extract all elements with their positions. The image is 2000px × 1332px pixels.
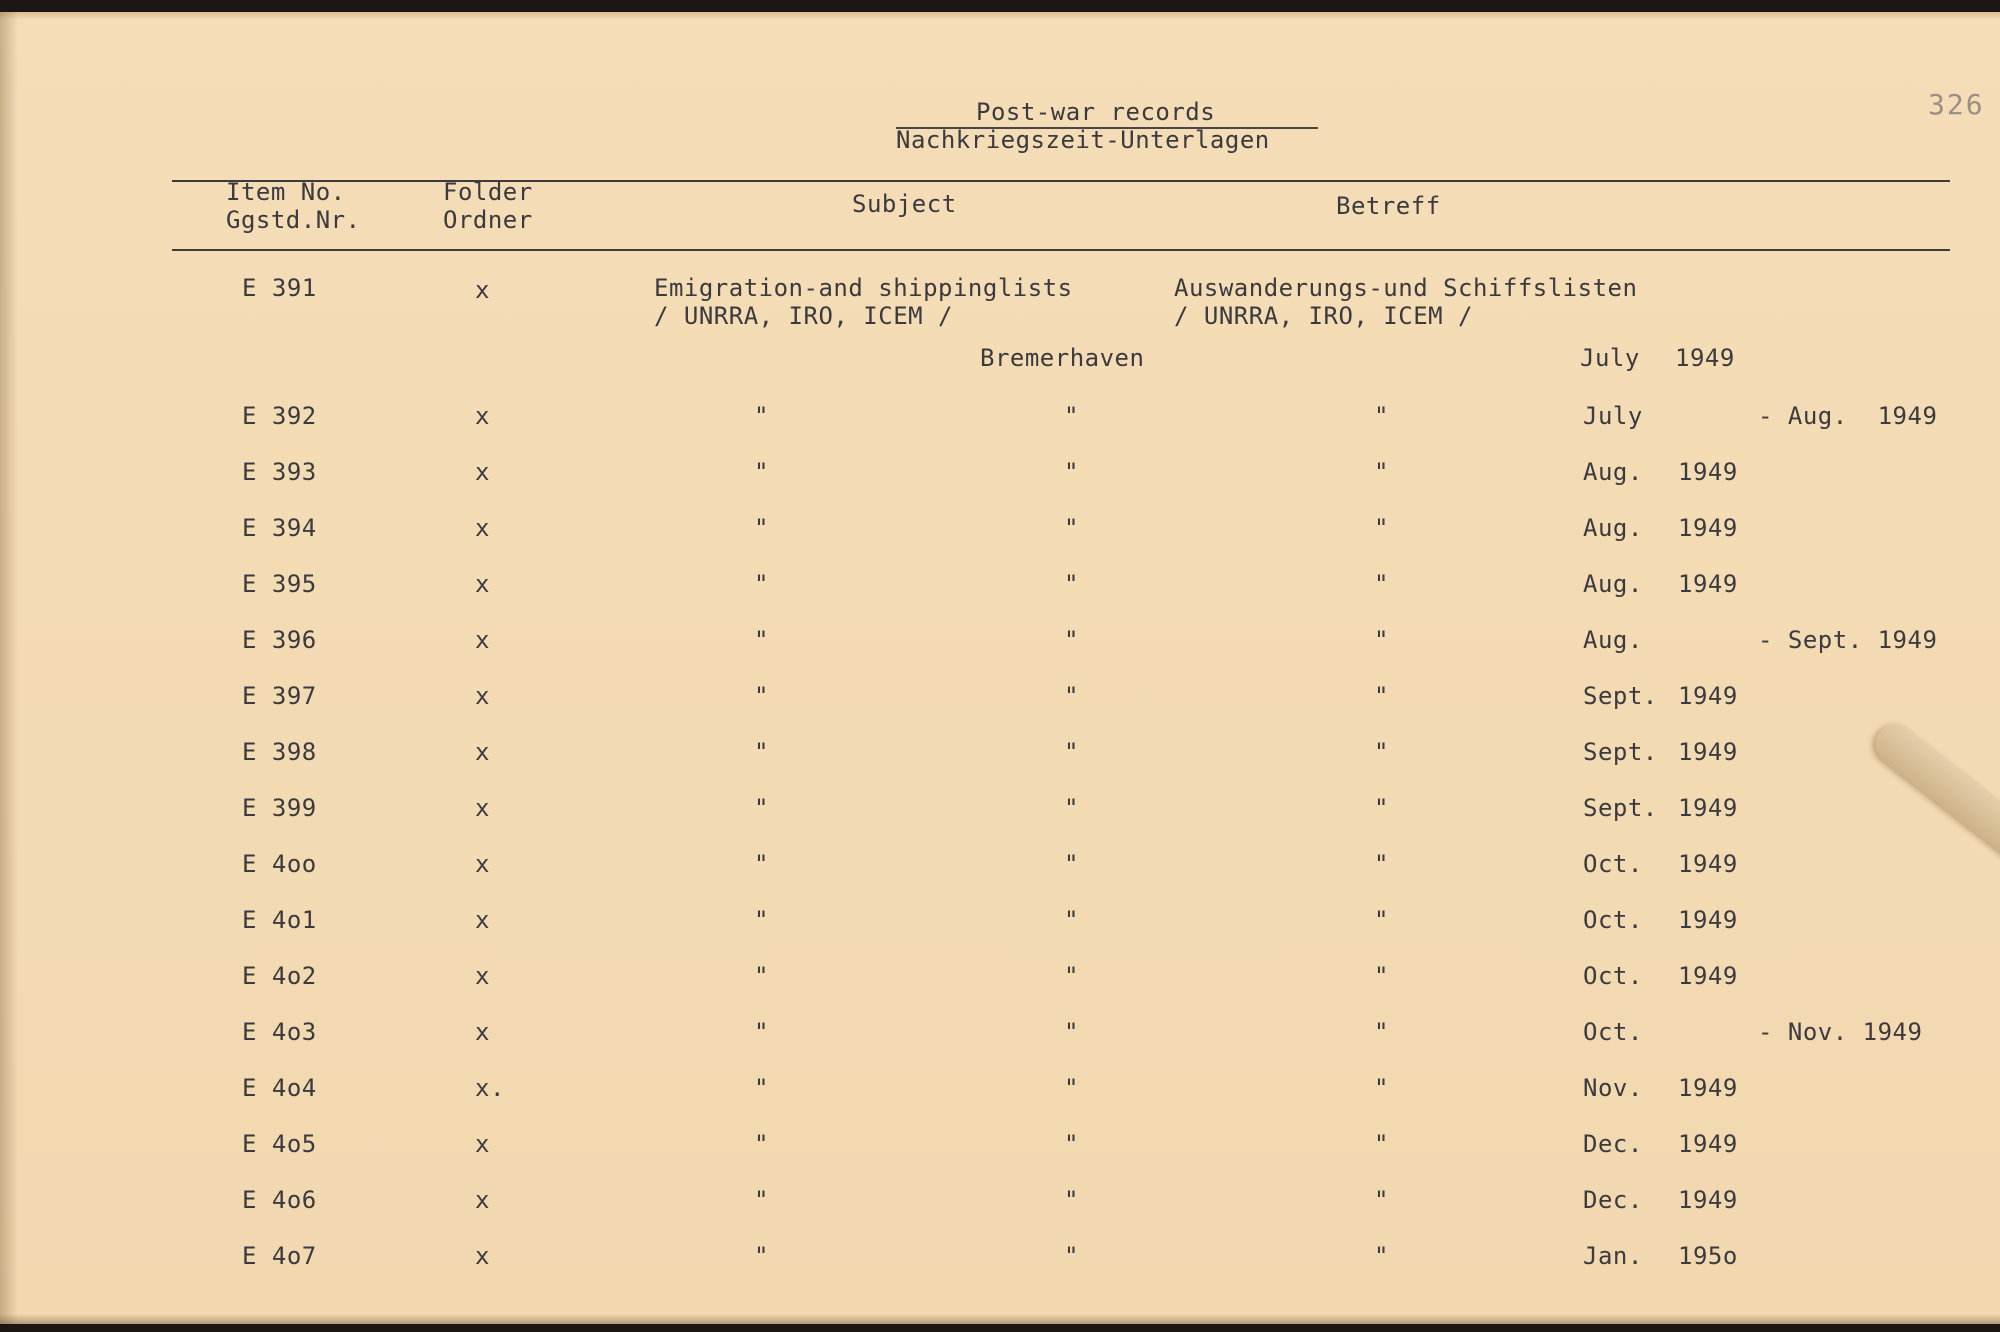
title-german: Nachkriegszeit-Unterlagen bbox=[896, 126, 1270, 154]
row-range: - Aug. 1949 bbox=[1758, 402, 1938, 430]
ditto-place: " bbox=[1064, 906, 1079, 934]
row-year: 1949 bbox=[1678, 1074, 1738, 1102]
row-month: Dec. bbox=[1583, 1130, 1643, 1158]
ditto-betreff: " bbox=[1374, 1186, 1389, 1214]
ditto-place: " bbox=[1064, 514, 1079, 542]
row-folder: x bbox=[475, 962, 490, 990]
row-year: 1949 bbox=[1678, 682, 1738, 710]
table-row bbox=[0, 402, 2000, 436]
table-row bbox=[0, 1186, 2000, 1220]
row-item: E 4o1 bbox=[242, 906, 317, 934]
row-month: Jan. bbox=[1583, 1242, 1643, 1270]
ditto-place: " bbox=[1064, 402, 1079, 430]
ditto-place: " bbox=[1064, 1242, 1079, 1270]
row-month: Aug. bbox=[1583, 514, 1643, 542]
row-year: 1949 bbox=[1678, 962, 1738, 990]
header-folder-en: Folder bbox=[443, 178, 533, 206]
table-row bbox=[0, 1018, 2000, 1052]
header-item-en: Item No. bbox=[226, 178, 346, 206]
ditto-place: " bbox=[1064, 1018, 1079, 1046]
table-row bbox=[0, 626, 2000, 660]
ditto-betreff: " bbox=[1374, 1130, 1389, 1158]
row-item: E 4o3 bbox=[242, 1018, 317, 1046]
ditto-place: " bbox=[1064, 682, 1079, 710]
ditto-subject: " bbox=[754, 850, 769, 878]
row-item: E 396 bbox=[242, 626, 317, 654]
row-month: Aug. bbox=[1583, 626, 1643, 654]
table-row bbox=[0, 1242, 2000, 1276]
row-year: 1949 bbox=[1678, 850, 1738, 878]
row-folder: x bbox=[475, 850, 490, 878]
row-month: Aug. bbox=[1583, 458, 1643, 486]
header-bottom-rule bbox=[172, 249, 1950, 251]
title-english: Post-war records bbox=[976, 98, 1216, 126]
table-row bbox=[0, 1074, 2000, 1108]
ditto-place: " bbox=[1064, 850, 1079, 878]
header-top-rule bbox=[172, 180, 1950, 182]
ditto-place: " bbox=[1064, 626, 1079, 654]
entry-month: July bbox=[1580, 344, 1640, 372]
row-folder: x bbox=[475, 682, 490, 710]
ditto-betreff: " bbox=[1374, 458, 1389, 486]
table-row bbox=[0, 850, 2000, 884]
row-folder: x bbox=[475, 1242, 490, 1270]
row-folder: x bbox=[475, 906, 490, 934]
ditto-place: " bbox=[1064, 738, 1079, 766]
ditto-betreff: " bbox=[1374, 570, 1389, 598]
row-item: E 4o6 bbox=[242, 1186, 317, 1214]
table-row bbox=[0, 906, 2000, 940]
ditto-betreff: " bbox=[1374, 850, 1389, 878]
table-row bbox=[0, 682, 2000, 716]
row-folder: x bbox=[475, 514, 490, 542]
row-year: 1949 bbox=[1678, 458, 1738, 486]
entry-folder: x bbox=[475, 276, 490, 304]
row-item: E 394 bbox=[242, 514, 317, 542]
row-month: Oct. bbox=[1583, 850, 1643, 878]
ditto-betreff: " bbox=[1374, 1018, 1389, 1046]
row-folder: x bbox=[475, 458, 490, 486]
table-row bbox=[0, 570, 2000, 604]
row-year: 1949 bbox=[1678, 570, 1738, 598]
entry-subject-line1: Emigration-and shippinglists bbox=[654, 274, 1073, 302]
ditto-subject: " bbox=[754, 458, 769, 486]
ditto-subject: " bbox=[754, 1130, 769, 1158]
header-item-de: Ggstd.Nr. bbox=[226, 206, 361, 234]
row-folder: x. bbox=[475, 1074, 505, 1102]
page-bottom-shadow bbox=[0, 1314, 2000, 1324]
entry-subject-line2: / UNRRA, IRO, ICEM / bbox=[654, 302, 953, 330]
ditto-betreff: " bbox=[1374, 1242, 1389, 1270]
row-item: E 4o5 bbox=[242, 1130, 317, 1158]
ditto-betreff: " bbox=[1374, 514, 1389, 542]
page-top-edge bbox=[0, 12, 2000, 20]
document-page bbox=[0, 12, 2000, 1324]
row-month: Nov. bbox=[1583, 1074, 1643, 1102]
header-betreff: Betreff bbox=[1336, 192, 1441, 220]
row-range: - Sept. 1949 bbox=[1758, 626, 1938, 654]
ditto-betreff: " bbox=[1374, 402, 1389, 430]
table-row bbox=[0, 458, 2000, 492]
ditto-subject: " bbox=[754, 514, 769, 542]
row-month: Sept. bbox=[1583, 794, 1658, 822]
row-year: 1949 bbox=[1678, 738, 1738, 766]
table-row bbox=[0, 794, 2000, 828]
page-left-shadow bbox=[0, 12, 18, 1324]
entry-place: Bremerhaven bbox=[980, 344, 1145, 372]
table-row bbox=[0, 962, 2000, 996]
row-month: Oct. bbox=[1583, 1018, 1643, 1046]
table-row bbox=[0, 514, 2000, 548]
row-year: 1949 bbox=[1678, 1130, 1738, 1158]
row-item: E 4o2 bbox=[242, 962, 317, 990]
row-year: 195o bbox=[1678, 1242, 1738, 1270]
row-item: E 393 bbox=[242, 458, 317, 486]
ditto-betreff: " bbox=[1374, 1074, 1389, 1102]
row-folder: x bbox=[475, 794, 490, 822]
ditto-betreff: " bbox=[1374, 794, 1389, 822]
entry-year: 1949 bbox=[1675, 344, 1735, 372]
ditto-place: " bbox=[1064, 458, 1079, 486]
row-month: Oct. bbox=[1583, 962, 1643, 990]
row-folder: x bbox=[475, 1018, 490, 1046]
table-row bbox=[0, 1130, 2000, 1164]
ditto-place: " bbox=[1064, 1074, 1079, 1102]
entry-betreff-line1: Auswanderungs-und Schiffslisten bbox=[1174, 274, 1638, 302]
row-item: E 397 bbox=[242, 682, 317, 710]
ditto-subject: " bbox=[754, 682, 769, 710]
row-year: 1949 bbox=[1678, 514, 1738, 542]
row-folder: x bbox=[475, 402, 490, 430]
row-month: July bbox=[1583, 402, 1643, 430]
ditto-subject: " bbox=[754, 962, 769, 990]
row-month: Oct. bbox=[1583, 906, 1643, 934]
row-item: E 395 bbox=[242, 570, 317, 598]
ditto-place: " bbox=[1064, 1130, 1079, 1158]
row-item: E 399 bbox=[242, 794, 317, 822]
row-month: Sept. bbox=[1583, 682, 1658, 710]
page-number: 326 bbox=[1928, 88, 1985, 121]
row-year: 1949 bbox=[1678, 794, 1738, 822]
header-folder-de: Ordner bbox=[443, 206, 533, 234]
ditto-place: " bbox=[1064, 794, 1079, 822]
row-month: Aug. bbox=[1583, 570, 1643, 598]
table-row bbox=[0, 738, 2000, 772]
ditto-betreff: " bbox=[1374, 906, 1389, 934]
row-month: Sept. bbox=[1583, 738, 1658, 766]
header-subject: Subject bbox=[852, 190, 957, 218]
ditto-subject: " bbox=[754, 906, 769, 934]
row-year: 1949 bbox=[1678, 1186, 1738, 1214]
row-folder: x bbox=[475, 626, 490, 654]
ditto-subject: " bbox=[754, 1242, 769, 1270]
ditto-betreff: " bbox=[1374, 626, 1389, 654]
ditto-subject: " bbox=[754, 1074, 769, 1102]
ditto-subject: " bbox=[754, 738, 769, 766]
entry-item: E 391 bbox=[242, 274, 317, 302]
row-item: E 392 bbox=[242, 402, 317, 430]
row-item: E 4o4 bbox=[242, 1074, 317, 1102]
row-month: Dec. bbox=[1583, 1186, 1643, 1214]
ditto-subject: " bbox=[754, 794, 769, 822]
row-folder: x bbox=[475, 738, 490, 766]
row-folder: x bbox=[475, 1130, 490, 1158]
ditto-betreff: " bbox=[1374, 962, 1389, 990]
row-folder: x bbox=[475, 570, 490, 598]
ditto-place: " bbox=[1064, 962, 1079, 990]
row-item: E 4oo bbox=[242, 850, 317, 878]
row-item: E 4o7 bbox=[242, 1242, 317, 1270]
entry-betreff-line2: / UNRRA, IRO, ICEM / bbox=[1174, 302, 1473, 330]
row-year: 1949 bbox=[1678, 906, 1738, 934]
ditto-place: " bbox=[1064, 570, 1079, 598]
row-range: - Nov. 1949 bbox=[1758, 1018, 1923, 1046]
ditto-subject: " bbox=[754, 626, 769, 654]
ditto-betreff: " bbox=[1374, 738, 1389, 766]
row-folder: x bbox=[475, 1186, 490, 1214]
ditto-subject: " bbox=[754, 1186, 769, 1214]
ditto-subject: " bbox=[754, 402, 769, 430]
ditto-subject: " bbox=[754, 1018, 769, 1046]
row-item: E 398 bbox=[242, 738, 317, 766]
ditto-betreff: " bbox=[1374, 682, 1389, 710]
ditto-place: " bbox=[1064, 1186, 1079, 1214]
ditto-subject: " bbox=[754, 570, 769, 598]
